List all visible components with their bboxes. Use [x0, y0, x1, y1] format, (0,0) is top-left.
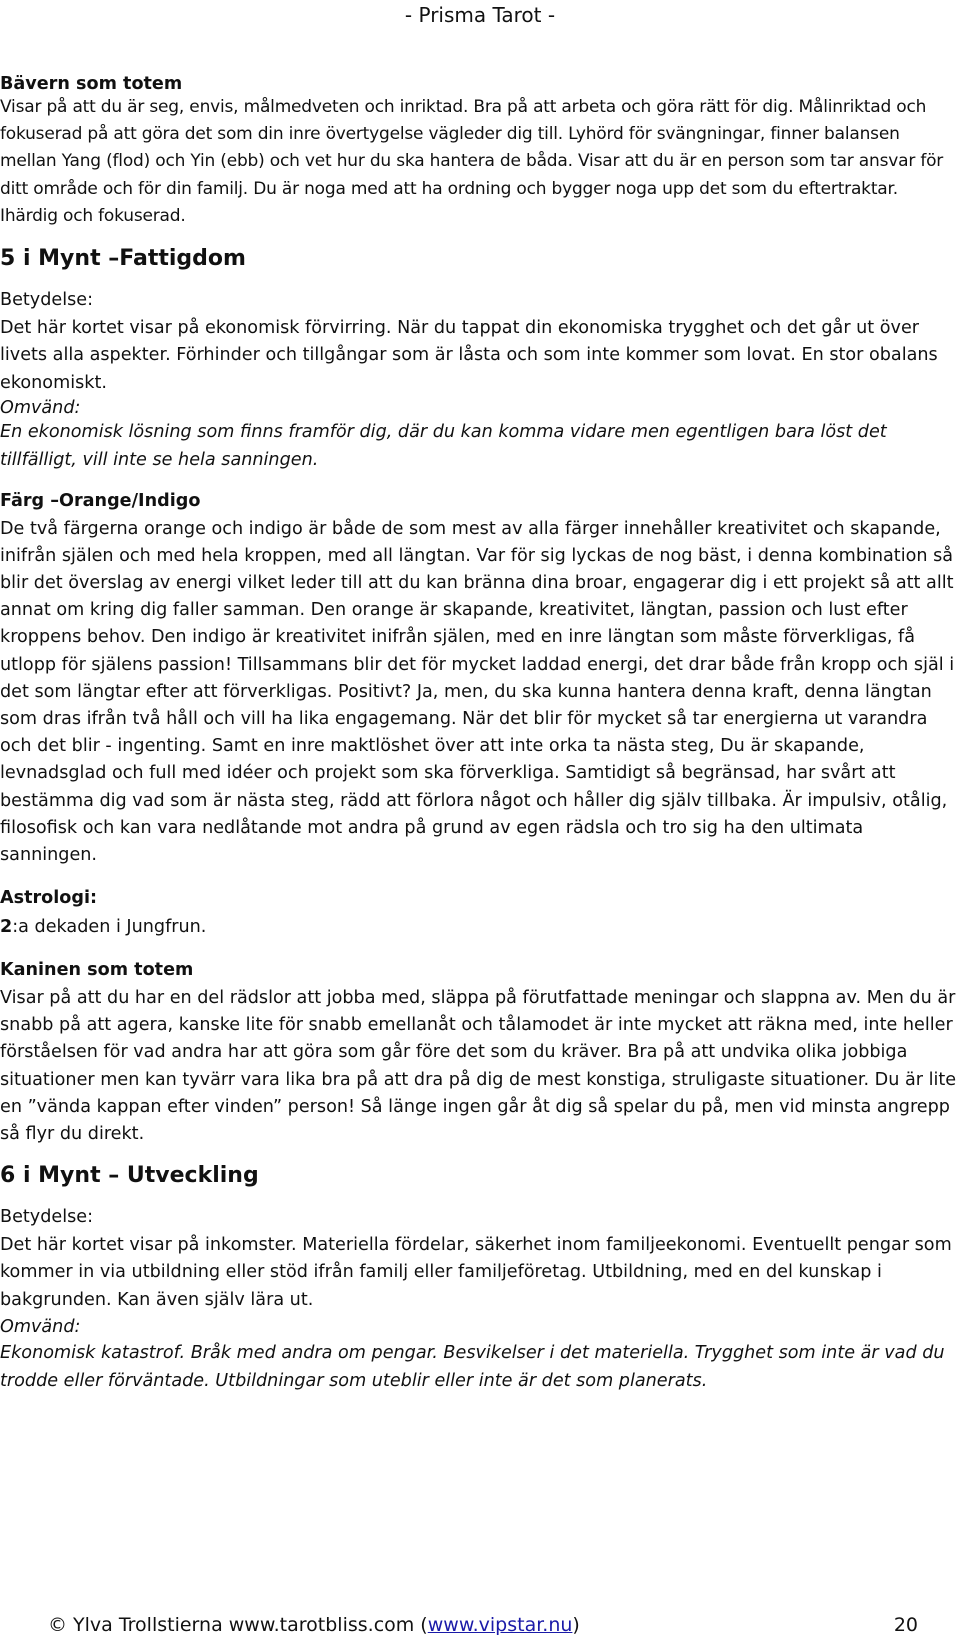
reversed-text: En ekonomisk lösning som finns framför dig, där du kan komma vidare men egentligen bara löst det tillfälligt, vill inte se hela sanningen. [0, 422, 887, 470]
section-heading: Färg –Orange/Indigo [0, 491, 201, 512]
section-text [0, 913, 960, 942]
section-heading: Kaninen som totem [0, 960, 194, 981]
close-paren: ) [572, 1614, 580, 1636]
section-text: Visar på att du är seg, envis, målmedveten och inriktad. Bra på att arbeta och göra rätt för dig. Målinriktad och fokuserad på att göra det som din inre övertygelse vägleder dig till. Lyhörd för svängningar, finner balansen mellan Yang (flod) och Yin (ebb) och vet hur du ska hantera de båda. Visar att du är en person som tar ansvar för ditt område och för din familj. Du är noga med att ha ordning och bygger noga upp det som du eftertraktar. Ihärdig och fokuserad. [0, 97, 944, 226]
footer-copyright [48, 1612, 580, 1638]
decan-number: 2 [0, 916, 13, 937]
reversed-label: Omvänd: [0, 398, 81, 419]
meaning-label: Betydelse: [0, 1207, 94, 1228]
card-title: 6 i Mynt – Utveckling [0, 1163, 259, 1189]
copyright-text: © Ylva Trollstierna www.tarotbliss.com ( [48, 1614, 428, 1636]
page-number: 20 [893, 1614, 918, 1636]
section-color [0, 487, 960, 869]
section-astrology [0, 884, 960, 941]
section-kaninen [0, 956, 960, 1148]
section-text: De två färgerna orange och indigo är både de som mest av alla färger innehåller kreativitet och skapande, inifrån själen och med hela kroppen, med all längtan. Var för sig lyckas de nog bäst, i denna kombination så blir det överslag av energi vilket leder till att du kan bränna dina broar, engagerar dig i ett projekt så att allt annat om kring dig faller samman. Den orange är skapande, kreativitet, längtan, passion och lust efter kroppens behov. Den indigo är kreativitet inifrån själen, med en inre längtan som måste förverkligas, få utlopp för själens passion! Tillsammans blir det för mycket laddad energi, det drar både från kropp och själ i det som längtar efter att förverkligas. Positivt? Ja, men, du ska kunna hantera denna kraft, denna längtan som dras ifrån två håll och vill ha lika engagemang. När det blir för mycket så tar energierna ut varandra och det blir - ingenting. Samt en inre maktlöshet över att inte orka ta nästa steg, Du är skapande, levnadsglad och full med idéer och projekt som ska förverkliga. Samtidigt så begränsad, har svårt att bestämma dig vad som är nästa steg, rädd att förlora något och håller dig själv tillbaka. Är impulsiv, otålig, filosofisk och kan vara nedlåtande mot andra på grund av egen rädsla och tro sig ha den ultimata sanningen. [0, 518, 955, 865]
section-text: Visar på att du har en del rädslor att jobba med, släppa på förutfattade meningar och slappna av. Men du är snabb på att agera, kanske lite för snabb emellanåt och tålamodet är inte mycket att räkna med, inte heller förståelsen för vad andra har att göra som går före det som du kräver. Bra på att undvika olika jobbiga situationer men kan tyvärr vara lika bra på att dra på dig de mest konstiga, struligaste situationer. Du är lite en ”vända kappan efter vinden” person! Så länge ingen går åt dig så spelar du på, men vid minsta angrepp så flyr du direkt. [0, 987, 957, 1145]
decan-text: :a dekaden i Jungfrun. [12, 916, 207, 937]
section-heading: Bävern som totem [0, 74, 183, 94]
section-card-6 [0, 1161, 960, 1395]
section-card-5 [0, 244, 960, 474]
reversed-label: Omvänd: [0, 1317, 81, 1338]
meaning-text: Det här kortet visar på inkomster. Materiella fördelar, säkerhet inom familjeekonomi. Eventuellt pengar som kommer in via utbildning eller stöd ifrån familj eller familjeföretag. Utbildning, med en del kunskap i bakgrunden. Kan även själv lära ut. [0, 1234, 952, 1310]
card-title: 5 i Mynt –Fattigdom [0, 246, 246, 272]
meaning-label: Betydelse: [0, 290, 94, 311]
section-heading: Astrologi: [0, 888, 98, 909]
meaning-text: Det här kortet visar på ekonomisk förvirring. När du tappat din ekonomiska trygghet och det går ut över livets alla aspekter. Förhinder och tillgångar som är låsta och som inte kommer som lovat. En stor obalans ekonomiskt. [0, 317, 938, 393]
vipstar-link[interactable]: www.vipstar.nu [427, 1614, 573, 1636]
page-header: - Prisma Tarot - [404, 3, 556, 27]
reversed-text: Ekonomisk katastrof. Bråk med andra om pengar. Besvikelser i det materiella. Trygghet som inte är vad du trodde eller förväntade. Utbildningar som uteblir eller inte är det som planerats. [0, 1343, 945, 1391]
document-body [0, 72, 960, 1395]
section-bavern [0, 74, 960, 230]
